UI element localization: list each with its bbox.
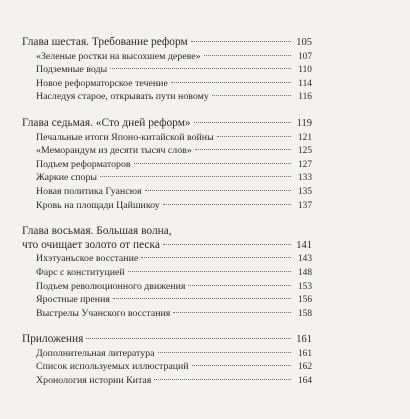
chapter-title-line-1[interactable]: Глава восьмая. Большая волна, bbox=[22, 225, 172, 238]
toc-entry[interactable] bbox=[22, 90, 312, 104]
toc-entry[interactable] bbox=[22, 185, 312, 199]
chapter-7 bbox=[22, 117, 312, 212]
entry-title: Новое реформаторское течение bbox=[36, 77, 168, 89]
page-number: 164 bbox=[297, 376, 312, 387]
page-number: 105 bbox=[296, 37, 312, 48]
table-of-contents bbox=[22, 36, 312, 401]
dot-leader bbox=[194, 122, 291, 123]
dot-leader bbox=[141, 257, 291, 258]
page-number: 158 bbox=[297, 308, 312, 319]
dot-leader bbox=[110, 68, 291, 69]
chapter-title: Глава шестая. Требование реформ bbox=[22, 36, 188, 48]
page-number: 153 bbox=[297, 281, 312, 292]
dot-leader bbox=[100, 176, 291, 177]
dot-leader bbox=[158, 352, 292, 353]
chapter-6 bbox=[22, 36, 312, 104]
page-number: 135 bbox=[297, 186, 312, 197]
chapter-title: что очищает золото от песка bbox=[22, 238, 160, 251]
page-number: 116 bbox=[298, 92, 312, 103]
chapter-heading[interactable] bbox=[22, 333, 312, 347]
toc-entry[interactable] bbox=[22, 252, 312, 266]
toc-entry[interactable] bbox=[22, 171, 312, 185]
toc-entry[interactable] bbox=[22, 158, 312, 172]
entry-title: Печальные итоги Японо-китайской войны bbox=[36, 131, 214, 143]
toc-entry[interactable] bbox=[22, 280, 312, 294]
page-number: 156 bbox=[297, 295, 312, 306]
entry-title: Список используемых иллюстраций bbox=[36, 361, 189, 373]
toc-entry[interactable] bbox=[22, 144, 312, 158]
dot-leader bbox=[163, 204, 291, 205]
toc-entry[interactable] bbox=[22, 374, 312, 388]
toc-entry[interactable] bbox=[22, 266, 312, 280]
page-number: 143 bbox=[297, 254, 312, 265]
chapter-title: Приложения bbox=[22, 333, 84, 346]
entry-title: Фарс с конституцией bbox=[36, 266, 125, 278]
page-number: 137 bbox=[297, 200, 312, 211]
entry-title: Хронология истории Китая bbox=[36, 375, 152, 387]
page-number: 121 bbox=[297, 132, 312, 143]
entry-title: Кровь на площади Цайшикоу bbox=[36, 199, 160, 211]
chapter-8 bbox=[22, 225, 312, 320]
page-number: 148 bbox=[297, 267, 312, 278]
dot-leader bbox=[145, 190, 291, 191]
entry-title: Новая политика Гуансюя bbox=[36, 185, 142, 197]
toc-entry[interactable] bbox=[22, 77, 312, 91]
toc-entry[interactable] bbox=[22, 293, 312, 307]
entry-title: Жаркие споры bbox=[36, 172, 98, 184]
dot-leader bbox=[154, 379, 291, 380]
page-number: 107 bbox=[297, 51, 312, 62]
page-number: 125 bbox=[297, 146, 312, 157]
dot-leader bbox=[171, 82, 291, 83]
toc-entry[interactable] bbox=[22, 63, 312, 77]
page-number: 110 bbox=[298, 65, 312, 76]
toc-entry[interactable] bbox=[22, 360, 312, 374]
page-number: 141 bbox=[296, 239, 312, 251]
toc-entry[interactable] bbox=[22, 131, 312, 145]
chapter-heading[interactable] bbox=[22, 117, 312, 131]
chapter-title: Глава седьмая. «Сто дней реформ» bbox=[22, 116, 191, 129]
dot-leader bbox=[191, 41, 291, 42]
toc-entry[interactable] bbox=[22, 307, 312, 321]
dot-leader bbox=[195, 149, 291, 150]
dot-leader bbox=[163, 244, 291, 245]
dot-leader bbox=[113, 298, 291, 299]
dot-leader bbox=[217, 136, 291, 137]
entry-title: Подъем реформаторов bbox=[36, 158, 131, 170]
toc-entry[interactable] bbox=[22, 347, 312, 361]
dot-leader bbox=[188, 285, 291, 286]
entry-title: Дополнительная литература bbox=[36, 347, 155, 359]
entry-title: Наследуя старое, открывать пути новому bbox=[36, 91, 209, 103]
page-number: 162 bbox=[297, 362, 312, 373]
entry-title: Выстрелы Учанского восстания bbox=[36, 307, 171, 319]
dot-leader bbox=[173, 312, 291, 313]
entry-title: Яростные прения bbox=[36, 294, 110, 306]
dot-leader bbox=[134, 163, 291, 164]
toc-entry[interactable] bbox=[22, 199, 312, 213]
page-number: 161 bbox=[296, 334, 312, 346]
dot-leader bbox=[204, 55, 291, 56]
page-number: 119 bbox=[296, 117, 312, 129]
page-number: 114 bbox=[298, 78, 312, 89]
dot-leader bbox=[86, 338, 291, 339]
entry-title: «Меморандум из десяти тысяч слов» bbox=[36, 145, 192, 157]
toc-entry[interactable] bbox=[22, 50, 312, 64]
entry-title: Подъем революционного движения bbox=[36, 280, 186, 292]
dot-leader bbox=[128, 271, 291, 272]
page-number: 161 bbox=[297, 348, 312, 359]
chapter-heading[interactable] bbox=[22, 36, 312, 50]
appendices bbox=[22, 333, 312, 387]
dot-leader bbox=[212, 95, 291, 96]
dot-leader bbox=[192, 365, 291, 366]
page-number: 133 bbox=[297, 173, 312, 184]
entry-title: Ихэтуаньское восстание bbox=[36, 253, 139, 265]
entry-title: Подземные воды bbox=[36, 64, 108, 76]
chapter-heading[interactable] bbox=[22, 239, 312, 253]
entry-title: «Зеленые ростки на высохшем дереве» bbox=[36, 50, 201, 62]
page-number: 127 bbox=[297, 159, 312, 170]
